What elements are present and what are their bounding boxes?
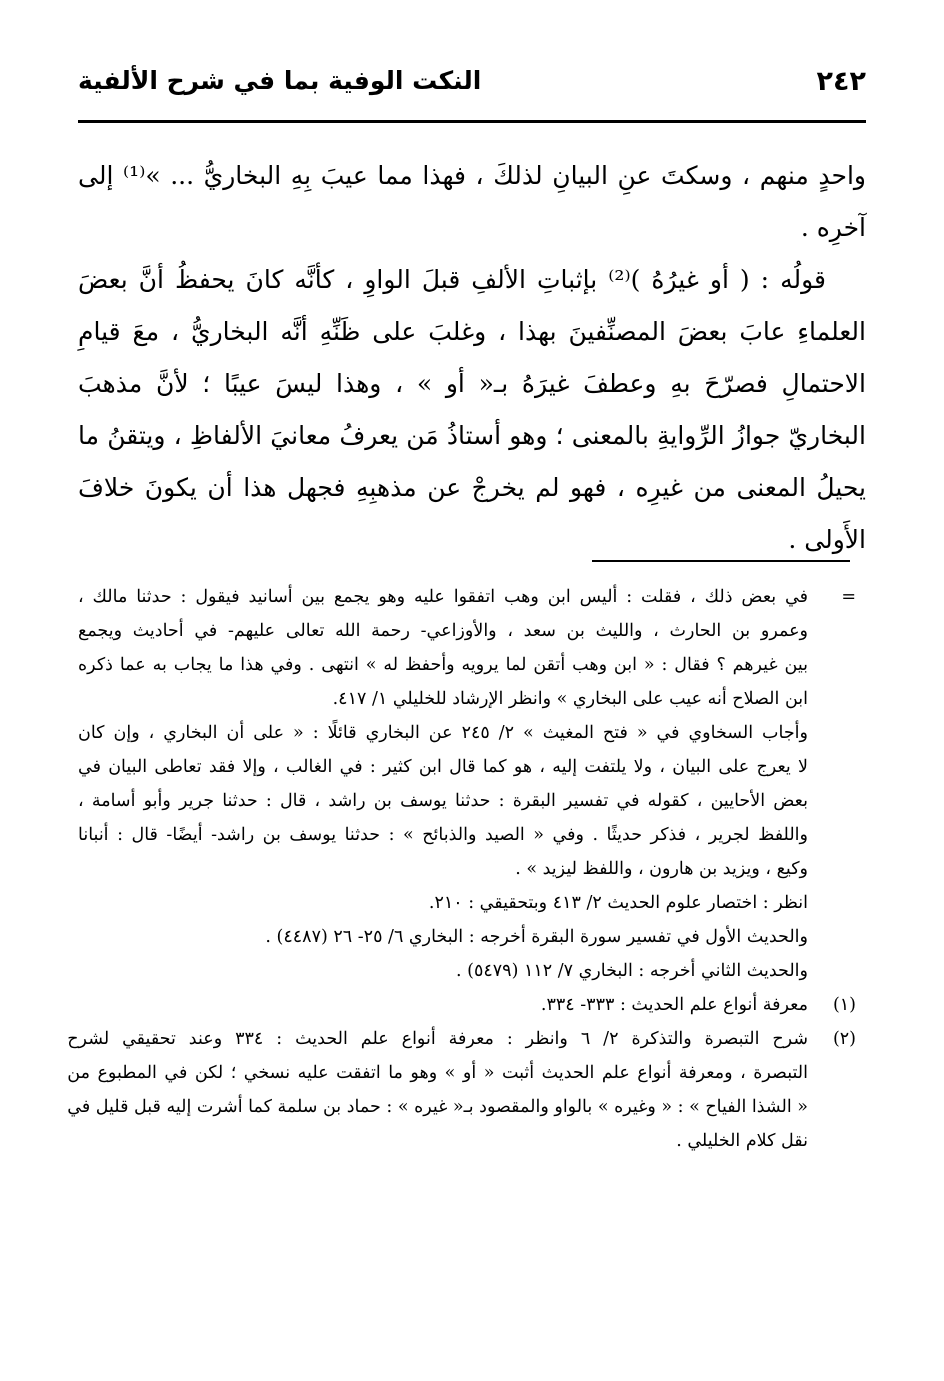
footnote-line: بعض الأحايين ، كقوله في تفسير البقرة : حدثنا يوسف بن راشد ، قال : حدثنا جرير وأبو أسامة ، (78, 791, 808, 811)
footnote-2 (67, 1022, 856, 1158)
footnote-separator (592, 560, 850, 562)
footnote-line: ابن الصلاح أنه عيب على البخاري » وانظر الإرشاد للخليلي ١/ ٤١٧. (332, 689, 808, 709)
footnote-line: وعمرو بن الحارث ، والليث بن سعد ، والأوزاعي- رحمة الله تعالى عليهم- في أحاديث ويجمع (78, 621, 808, 641)
footnote-line: « الشذا الفياح » : « وغيره » بالواو والمقصود بـ« غيره » : حماد بن سلمة كما أشرت إليه قبل قليل في (67, 1097, 808, 1117)
footnote-1 (78, 988, 856, 1022)
page-number: ٢٤٢ (816, 66, 866, 97)
page-header (78, 62, 866, 112)
footnote-1-text: معرفة أنواع علم الحديث : ٣٣٣- ٣٣٤. (540, 995, 808, 1015)
footnote-line: نقل كلام الخليلي . (676, 1131, 808, 1151)
footnote-continuation-body (78, 580, 808, 988)
footnote-1-body (78, 988, 808, 1022)
paragraph-2: قولُه : ( أو غيرُهُ )⁽²⁾ بإثباتِ الألفِ قبلَ الواوِ ، كأنَّه كانَ يحفظُ أنَّ بعضَ العلماءِ عابَ بعضَ المصنِّفينَ بهذا ، وغلبَ على ظَنِّهِ أنَّه البخاريُّ ، معَ قيامِ الاحتمالِ فصرّحَ بهِ وعطفَ غيرَهُ بـ« أو » ، وهذا ليسَ عيبًا ؛ لأنَّ مذهبَ البخاريّ جوازُ الرِّوايةِ بالمعنى ؛ وهو أستاذُ مَن يعرفُ معانيَ الألفاظِ ، ويتقنُ ما يحيلُ المعنى من غيرِه ، فهو لم يخرجْ عن مذهبِهِ فجهل هذا أن يكونَ خلافَ الأَولى . (78, 265, 866, 554)
footnote-2-marker: (٢) (832, 1029, 856, 1049)
main-text (78, 150, 866, 566)
footnote-line: لا يعرج على البيان ، ولا يلتفت إليه ، هو كما قال ابن كثير : في الغالب ، وإلا فقد تعاطى البيان في (78, 757, 808, 777)
footnote-continuation (78, 580, 856, 988)
footnotes (67, 580, 856, 1158)
paragraph-1: واحدٍ منهم ، وسكتَ عنِ البيانِ لذلكَ ، فهذا مما عيبَ بِهِ البخاريُّ ... »⁽¹⁾ إلى آخرِه . (78, 161, 866, 242)
footnote-line: التبصرة ، ومعرفة أنواع علم الحديث أثبت « أو » وهو ما اتفقت عليه نسخي ؛ لكن في المطبوع من (67, 1063, 808, 1083)
running-title: النكت الوفية بما في شرح الألفية (78, 66, 482, 95)
footnote-line: وكيع ، ويزيد بن هارون ، واللفظ ليزيد » . (515, 859, 808, 879)
footnote-reference: انظر : اختصار علوم الحديث ٢/ ٤١٣ وبتحقيقي : ٢١٠. (428, 893, 808, 913)
footnote-line: واللفظ لجرير ، فذكر حديثًا . وفي « الصيد والذبائح » : حدثنا يوسف بن راشد- أيضًا- قال : أنبانا (78, 825, 808, 845)
footnote-2-body (67, 1022, 808, 1158)
footnote-line: وأجاب السخاوي في « فتح المغيث » ٢/ ٢٤٥ عن البخاري قائلًا : « على أن البخاري ، وإن كان (78, 723, 808, 743)
header-rule (78, 120, 866, 123)
footnote-line: بين غيرهم ؟ فقال : « ابن وهب أتقن لما يرويه وأحفظ له » انتهى . وفي هذا ما يجاب به عما ذكره (78, 655, 808, 675)
footnote-reference: والحديث الأول في تفسير سورة البقرة أخرجه : البخاري ٦/ ٢٥- ٢٦ (٤٤٨٧) . (265, 927, 808, 947)
footnote-reference: والحديث الثاني أخرجه : البخاري ٧/ ١١٢ (٥٤٧٩) . (456, 961, 808, 981)
footnote-line: في بعض ذلك ، فقلت : أليس ابن وهب اتفقوا عليه وهو يجمع بين أسانيد فيقول : حدثنا مالك ، (78, 587, 808, 607)
continuation-marker: = (841, 587, 856, 607)
footnote-line: شرح التبصرة والتذكرة ٢/ ٦ وانظر : معرفة أنواع علم الحديث : ٣٣٤ وعند تحقيقي لشرح (67, 1029, 808, 1049)
footnote-1-marker: (١) (832, 995, 856, 1015)
